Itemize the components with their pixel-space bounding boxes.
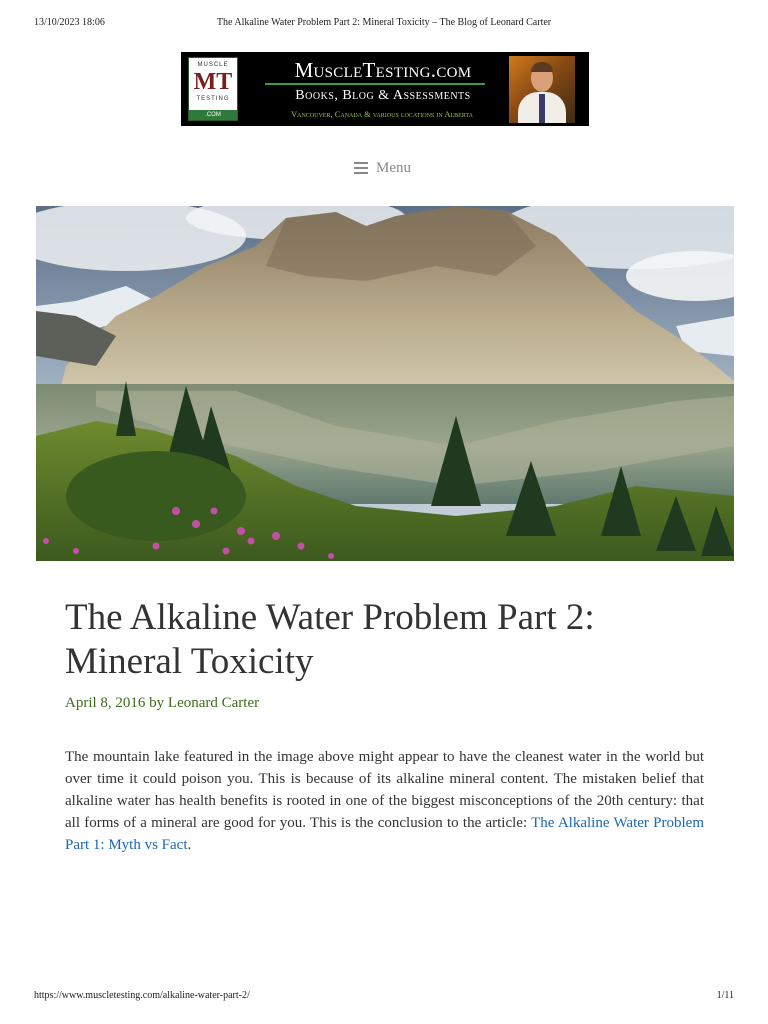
site-banner[interactable] (181, 52, 589, 126)
author-portrait (509, 56, 575, 123)
site-logo (188, 57, 238, 121)
print-page-title: The Alkaline Water Problem Part 2: Mineral Toxicity – The Blog of Leonard Carter (216, 17, 552, 28)
post-author-link[interactable]: Leonard Carter (167, 695, 260, 711)
part-1-article-link[interactable]: The Alkaline Water Problem Part 1: Myth vs Fact (65, 815, 704, 853)
site-name: MuscleTesting.com (294, 58, 472, 82)
print-header (34, 17, 734, 31)
site-location: Vancouver, Canada & various locations in Alberta (290, 109, 473, 119)
post-intro-paragraph (65, 746, 704, 856)
post-intro-text: The mountain lake featured in the image above might appear to have the cleanest water in the world but over time it could poison you. This is because of its alkaline mineral content. The mistaken belief that alkaline water has health benefits is rooted in one of the biggest misconceptions of the 20th century: that all forms of a mineral are good for you. This is the conclusion to the article: (65, 749, 704, 831)
print-url: https://www.muscletesting.com/alkaline-water-part-2/ (34, 990, 250, 1001)
print-page-number: 1/11 (716, 990, 734, 1001)
hamburger-icon (354, 162, 368, 173)
print-footer (34, 990, 734, 1004)
menu-label: Menu (376, 160, 411, 176)
logo-monogram: MT (193, 69, 233, 95)
post-date-link[interactable]: April 8, 2016 (65, 695, 146, 711)
post-by-label: by (149, 695, 165, 711)
post-meta (65, 695, 259, 712)
menu-toggle[interactable] (354, 160, 411, 180)
hero-image (36, 206, 734, 561)
logo-text-bottom: TESTING (196, 96, 230, 102)
mountain-lake-image (36, 206, 734, 561)
logo-text-com: .COM (189, 110, 237, 120)
print-datetime: 13/10/2023 18:06 (34, 17, 105, 28)
post-intro-end: . (187, 837, 192, 853)
site-tagline: Books, Blog & Assessments (295, 88, 471, 103)
post-title: The Alkaline Water Problem Part 2: Mineral Toxicity (65, 597, 595, 682)
brand-divider (265, 83, 485, 85)
logo-text-top: MUSCLE (197, 62, 229, 68)
